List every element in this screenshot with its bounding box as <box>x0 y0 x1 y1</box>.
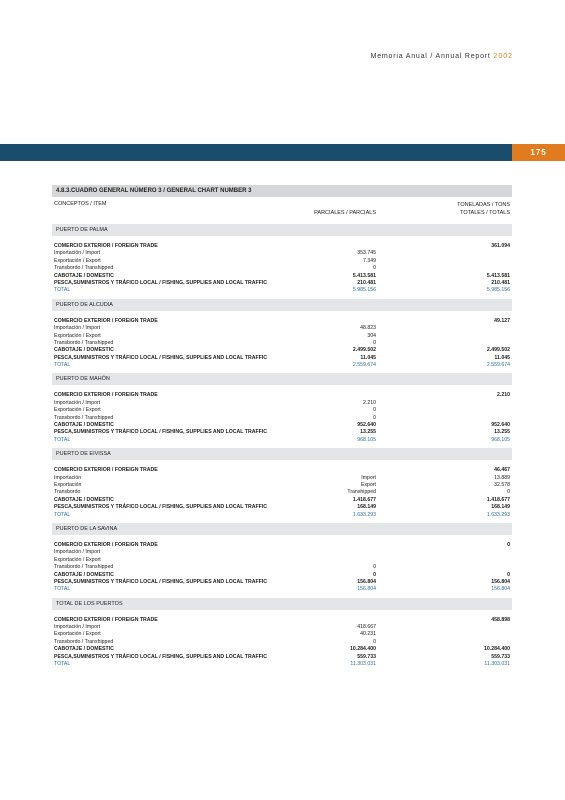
partial-value: 1.633.293 <box>352 511 376 518</box>
row-label: COMERCIO EXTERIOR / FOREIGN TRADE <box>54 392 158 399</box>
total-value: 210.481 <box>491 279 510 286</box>
partial-value: Transhipped <box>347 489 376 496</box>
row-label: Exportación / Export <box>54 631 101 638</box>
total-value: 968.105 <box>491 436 510 443</box>
port-section <box>52 299 512 371</box>
partial-value: 2.499.502 <box>352 347 376 354</box>
row-label: COMERCIO EXTERIOR / FOREIGN TRADE <box>54 541 158 548</box>
total-value: 458.898 <box>491 616 510 623</box>
table-row <box>52 572 512 579</box>
total-value: 1.633.293 <box>486 511 510 518</box>
port-sections <box>52 224 512 669</box>
row-label: TOTAL <box>54 661 71 668</box>
total-value: 559.733 <box>491 653 510 660</box>
row-label: PESCA,SUMINISTROS Y TRÁFICO LOCAL / FISHING, SUPPLIES AND LOCAL TRAFFIC <box>54 653 267 660</box>
port-section <box>52 523 512 595</box>
row-label: Importación / Import <box>54 624 101 631</box>
col-totals <box>457 201 510 217</box>
row-label: PESCA,SUMINISTROS Y TRÁFICO LOCAL / FISHING, SUPPLIES AND LOCAL TRAFFIC <box>54 354 267 361</box>
row-label: PESCA,SUMINISTROS Y TRÁFICO LOCAL / FISHING, SUPPLIES AND LOCAL TRAFFIC <box>54 429 267 436</box>
total-value: 2.559.674 <box>486 362 510 369</box>
table-row <box>52 631 512 638</box>
table-row <box>52 355 512 362</box>
table-row <box>52 482 512 489</box>
table-row <box>52 617 512 624</box>
table-row <box>52 325 512 332</box>
header-band <box>0 144 512 161</box>
row-label: Transbordo / Transhipped <box>54 638 114 645</box>
partial-value: 156.804 <box>357 586 376 593</box>
partial-value: 168.149 <box>357 504 376 511</box>
table-row <box>52 549 512 556</box>
partial-value: 418.667 <box>357 624 376 631</box>
table-row <box>52 542 512 549</box>
table-row <box>52 265 512 272</box>
row-label: CABOTAJE / DOMESTIC <box>54 571 114 578</box>
table-row <box>52 400 512 407</box>
partial-value: 0 <box>373 638 376 645</box>
section-rows <box>52 236 512 296</box>
table-row <box>52 243 512 250</box>
table-row <box>52 512 512 519</box>
section-rows <box>52 535 512 595</box>
row-label: Importación <box>54 474 82 481</box>
col-partial: PARCIALES / PARCIALS <box>314 210 376 216</box>
section-rows <box>52 460 512 520</box>
partial-value: 0 <box>373 265 376 272</box>
total-value: 10.284.400 <box>484 646 510 653</box>
table-row <box>52 250 512 257</box>
partial-value: 304 <box>367 332 376 339</box>
total-value: 168.149 <box>491 504 510 511</box>
total-value: 0 <box>507 571 510 578</box>
partial-value: 968.105 <box>357 436 376 443</box>
row-label: COMERCIO EXTERIOR / FOREIGN TRADE <box>54 243 158 249</box>
port-heading: PUERTO DE MAHÓN <box>52 373 512 385</box>
row-label: TOTAL <box>54 287 71 294</box>
table-row <box>52 392 512 399</box>
partial-value: 1.418.677 <box>352 496 376 503</box>
port-section <box>52 598 512 670</box>
total-value: 2.210 <box>497 392 510 399</box>
row-label: CABOTAJE / DOMESTIC <box>54 646 114 653</box>
table-row <box>52 504 512 511</box>
row-label: Exportación / Export <box>54 407 101 414</box>
total-value: 11.303.031 <box>484 661 510 668</box>
total-value: 156.804 <box>491 586 510 593</box>
port-heading: PUERTO DE EIVISSA <box>52 448 512 460</box>
partial-value: 559.733 <box>357 653 376 660</box>
total-value: 13.889 <box>494 474 510 481</box>
table-row <box>52 639 512 646</box>
partial-value: 2.559.674 <box>352 362 376 369</box>
table-row <box>52 661 512 668</box>
table-row <box>52 318 512 325</box>
row-label: TOTAL <box>54 436 71 443</box>
report-title: Memoria Anual / Annual Report <box>370 53 491 60</box>
row-label: CABOTAJE / DOMESTIC <box>54 496 114 503</box>
row-label: CABOTAJE / DOMESTIC <box>54 347 114 354</box>
port-section <box>52 373 512 445</box>
partial-value: 40.231 <box>360 631 376 638</box>
table-row <box>52 415 512 422</box>
section-rows <box>52 311 512 371</box>
row-label: COMERCIO EXTERIOR / FOREIGN TRADE <box>54 616 158 623</box>
row-label: TOTAL <box>54 362 71 369</box>
row-label: PESCA,SUMINISTROS Y TRÁFICO LOCAL / FISHING, SUPPLIES AND LOCAL TRAFFIC <box>54 578 267 585</box>
port-heading: PUERTO DE ALCUDIA <box>52 299 512 311</box>
section-rows <box>52 610 512 670</box>
row-label: Exportación <box>54 481 82 488</box>
row-label: COMERCIO EXTERIOR / FOREIGN TRADE <box>54 467 158 474</box>
total-value: 11.045 <box>494 354 510 361</box>
row-label: PESCA,SUMINISTROS Y TRÁFICO LOCAL / FISHING, SUPPLIES AND LOCAL TRAFFIC <box>54 504 267 511</box>
partial-value: 5.985.156 <box>352 287 376 294</box>
row-label: Transbordo / Transhipped <box>54 564 114 571</box>
total-value: 952.640 <box>491 422 510 429</box>
col-tons: TONELADAS / TONS <box>457 202 510 208</box>
total-value: 46.467 <box>494 467 510 474</box>
chart-title: 4.8.3.CUADRO GENERAL NÚMERO 3 / GENERAL CHART NUMBER 3 <box>52 185 512 197</box>
total-value: 32.578 <box>494 481 510 488</box>
table-row <box>52 429 512 436</box>
general-chart <box>52 185 512 669</box>
partial-value: 48.823 <box>360 325 376 332</box>
partial-value: 11.303.031 <box>350 661 376 668</box>
row-label: Exportación / Export <box>54 556 101 563</box>
table-row <box>52 579 512 586</box>
port-heading: PUERTO DE PALMA <box>52 224 512 236</box>
col-concepts: CONCEPTOS / ITEM <box>54 201 107 207</box>
total-value: 156.804 <box>491 578 510 585</box>
partial-value: 10.284.400 <box>350 646 376 653</box>
total-value: 49.127 <box>494 317 510 324</box>
table-row <box>52 407 512 414</box>
total-value: 1.418.677 <box>486 496 510 503</box>
row-label: Importación / Import <box>54 250 101 257</box>
row-label: Importación / Import <box>54 399 101 406</box>
table-row <box>52 258 512 265</box>
partial-value: 0 <box>373 407 376 414</box>
row-label: Transbordo / Transhipped <box>54 339 114 346</box>
partial-value: 7.349 <box>363 257 376 264</box>
column-headers <box>52 197 512 221</box>
table-row <box>52 280 512 287</box>
row-label: CABOTAJE / DOMESTIC <box>54 272 114 279</box>
total-value: 0 <box>507 489 510 496</box>
col-totals-label: TOTALES / TOTALS <box>460 210 510 216</box>
table-row <box>52 654 512 661</box>
partial-value: 0 <box>373 414 376 421</box>
report-header <box>371 53 513 60</box>
total-value: 13.255 <box>494 429 510 436</box>
row-label: Exportación / Export <box>54 257 101 264</box>
partial-value: 11.045 <box>360 354 376 361</box>
table-row <box>52 489 512 496</box>
partial-value: 0 <box>373 564 376 571</box>
table-row <box>52 340 512 347</box>
total-value: 0 <box>507 541 510 548</box>
partial-value: Import <box>361 474 376 481</box>
port-heading: PUERTO DE LA SAVINA <box>52 523 512 535</box>
partial-value: Export <box>361 481 376 488</box>
total-value: 2.499.502 <box>486 347 510 354</box>
table-row <box>52 362 512 369</box>
row-label: COMERCIO EXTERIOR / FOREIGN TRADE <box>54 317 158 324</box>
total-value: 5.413.581 <box>486 272 510 279</box>
table-row <box>52 624 512 631</box>
row-label: Importación / Import <box>54 549 101 556</box>
partial-value: 952.640 <box>357 422 376 429</box>
total-value: 5.985.156 <box>486 287 510 294</box>
table-row <box>52 646 512 653</box>
row-label: Exportación / Export <box>54 332 101 339</box>
table-row <box>52 475 512 482</box>
table-row <box>52 287 512 294</box>
row-label: Transbordo / Transhipped <box>54 414 114 421</box>
table-row <box>52 557 512 564</box>
partial-value: 2.210 <box>363 399 376 406</box>
row-label: Transbordo <box>54 489 81 496</box>
row-label: TOTAL <box>54 586 71 593</box>
table-row <box>52 564 512 571</box>
row-label: Transbordo / Transhipped <box>54 265 114 272</box>
table-row <box>52 467 512 474</box>
table-row <box>52 347 512 354</box>
total-value: 361.094 <box>491 243 510 249</box>
partial-value: 0 <box>373 571 376 578</box>
page-number: 175 <box>512 144 565 161</box>
row-label: TOTAL <box>54 511 71 518</box>
table-row <box>52 273 512 280</box>
port-heading: TOTAL DE LOS PUERTOS <box>52 598 512 610</box>
partial-value: 5.413.581 <box>352 272 376 279</box>
row-label: Importación / Import <box>54 325 101 332</box>
partial-value: 13.255 <box>360 429 376 436</box>
row-label: PESCA,SUMINISTROS Y TRÁFICO LOCAL / FISHING, SUPPLIES AND LOCAL TRAFFIC <box>54 279 267 286</box>
port-section <box>52 448 512 520</box>
partial-value: 353.745 <box>357 250 376 257</box>
partial-value: 156.804 <box>357 578 376 585</box>
report-year: 2002 <box>493 53 513 60</box>
partial-value: 210.481 <box>357 279 376 286</box>
section-rows <box>52 385 512 445</box>
partial-value: 0 <box>373 339 376 346</box>
row-label: CABOTAJE / DOMESTIC <box>54 422 114 429</box>
table-row <box>52 333 512 340</box>
table-row <box>52 586 512 593</box>
port-section <box>52 224 512 296</box>
table-row <box>52 437 512 444</box>
